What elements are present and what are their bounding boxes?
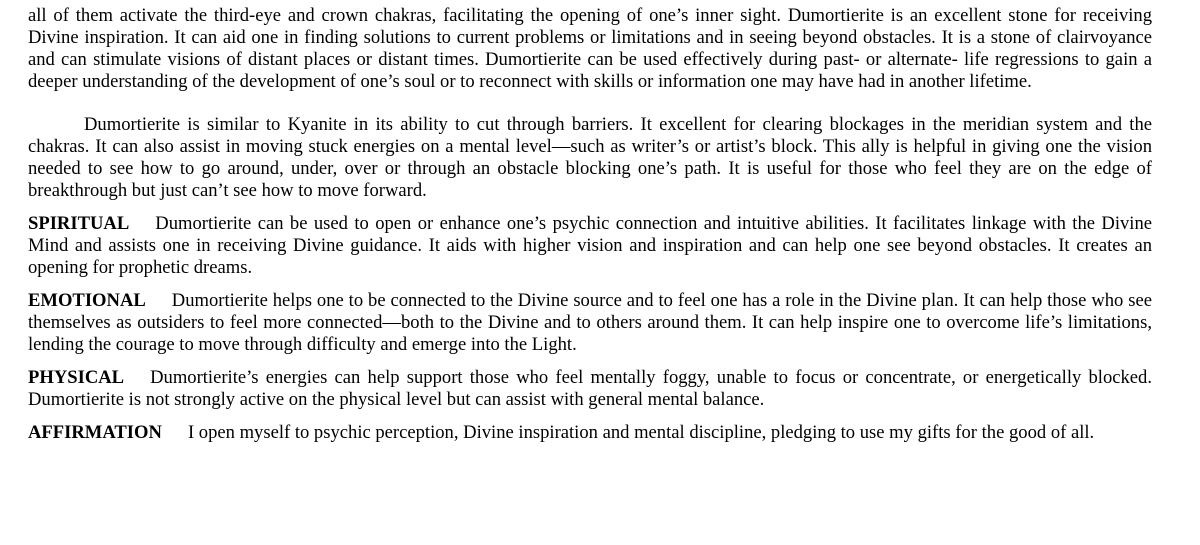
paragraph-kyanite-comparison: Dumortierite is similar to Kyanite in its ability to cut through barriers. It excellent for clearing blockages in the meridian system and the chakras. It can also assist in moving stuck energies on a mental level—such as writer’s or artist’s block. This ally is helpful in giving one the vision needed to see how to go around, under, over or through an obstacle blocking one’s path. It is useful for those who feel they are on the edge of breakthrough but just can’t see how to move forward. [28,114,1152,201]
document-page [28,5,1152,444]
section-text-emotional: Dumortierite helps one to be connected to the Divine source and to feel one has a role in the Divine plan. It can help those who see themselves as outsiders to feel more connected—both to the Divine and to others around them. It can help inspire one to overcome life’s limitations, lending the courage to move through difficulty and emerge into the Light. [28,290,1152,355]
section-spiritual [28,213,1152,279]
section-emotional [28,290,1152,356]
section-label-spiritual: SPIRITUAL [28,213,130,234]
section-label-emotional: EMOTIONAL [28,290,146,311]
section-physical [28,367,1152,411]
section-text-spiritual: Dumortierite can be used to open or enhance one’s psychic connection and intuitive abilities. It facilitates linkage with the Divine Mind and assists one in receiving Divine guidance. It aids with higher vision and inspiration and can help one see beyond obstacles. It creates an opening for prophetic dreams. [28,213,1152,278]
section-affirmation [28,422,1152,444]
section-text-physical: Dumortierite’s energies can help support those who feel mentally foggy, unable to focus or concentrate, or energetically blocked. Dumortierite is not strongly active on the physical level but can assist with general mental balance. [28,367,1152,410]
section-text-affirmation: I open myself to psychic perception, Divine inspiration and mental discipline, pledging to use my gifts for the good of all. [187,422,1095,443]
section-label-affirmation: AFFIRMATION [28,422,162,443]
paragraph-intro-continuation: all of them activate the third-eye and crown chakras, facilitating the opening of one’s inner sight. Dumortierite is an excellent stone for receiving Divine inspiration. It can aid one in finding solutions to current problems or limitations and in seeing beyond obstacles. It is a stone of clairvoyance and can stimulate visions of distant places or distant times. Dumortierite can be used effectively during past- or alternate- life regressions to gain a deeper understanding of the development of one’s soul or to reconnect with skills or information one may have had in another lifetime. [28,5,1152,92]
section-label-physical: PHYSICAL [28,367,125,388]
